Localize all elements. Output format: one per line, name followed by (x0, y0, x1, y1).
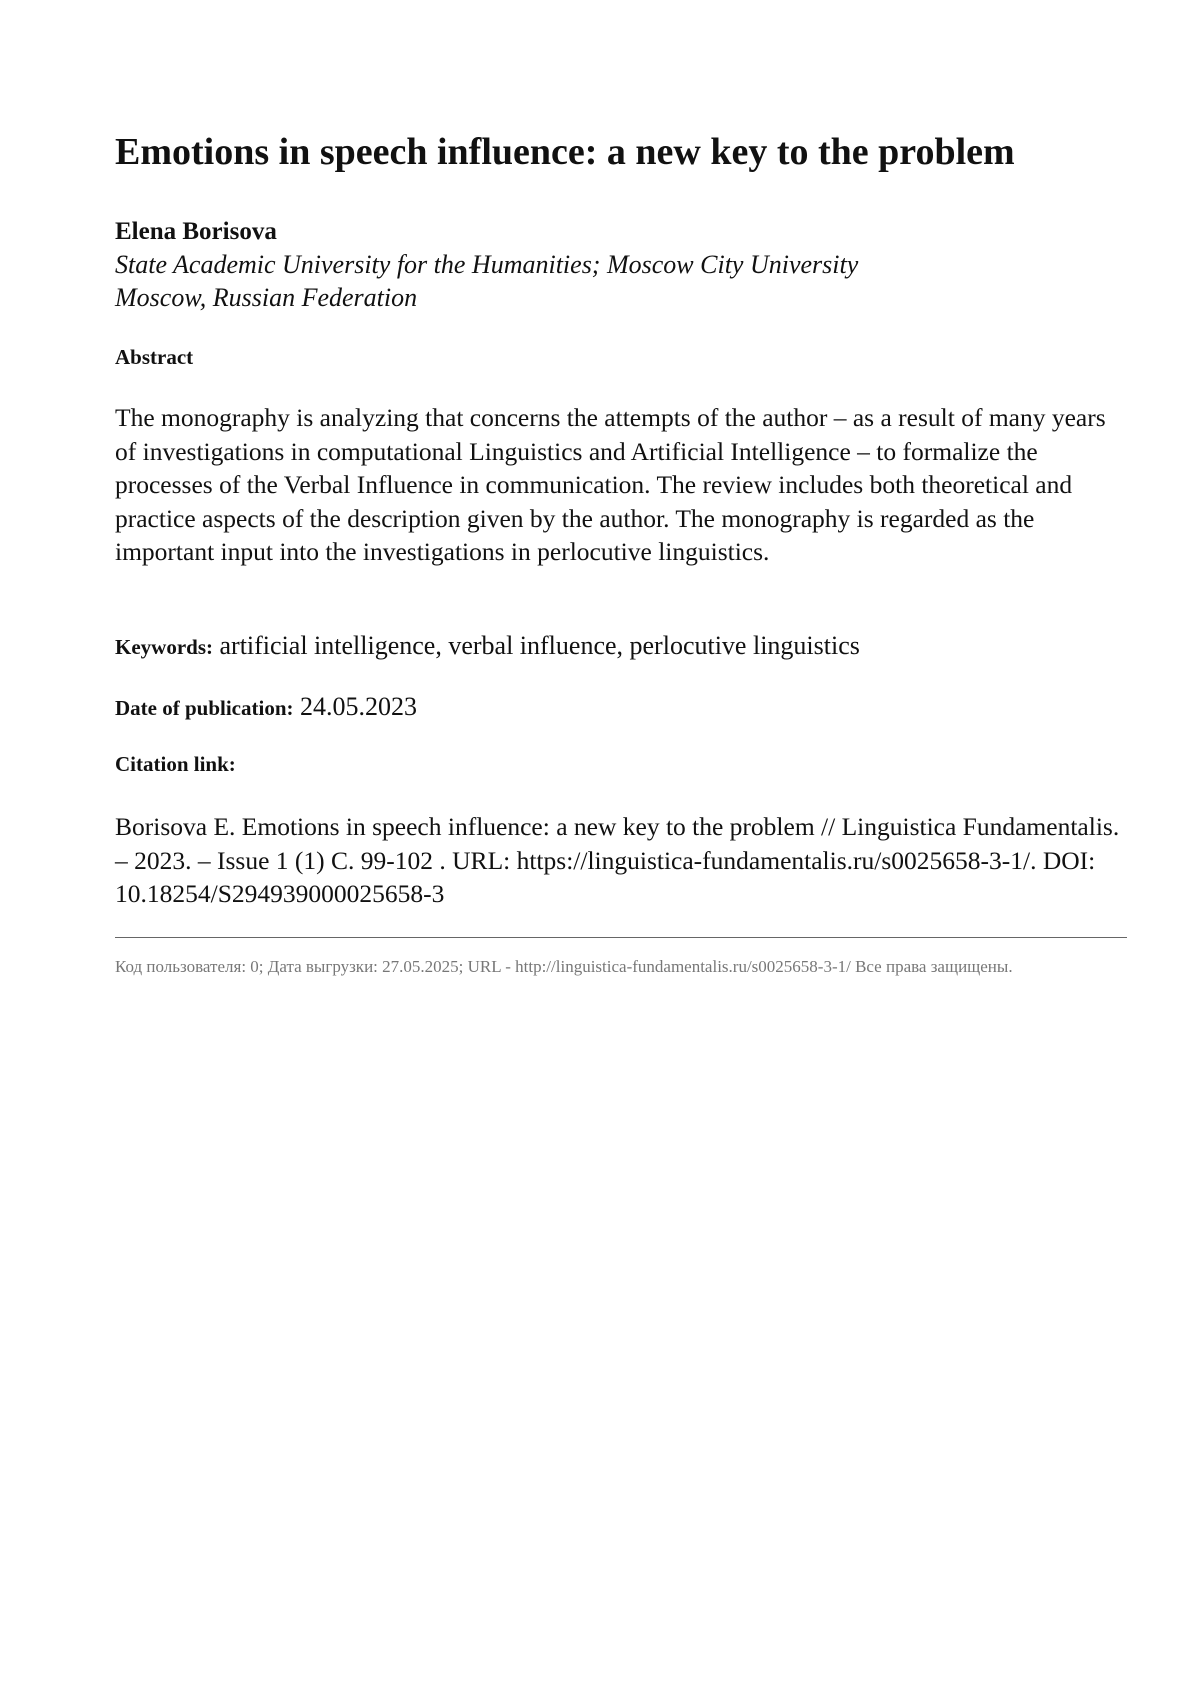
keywords-value: artificial intelligence, verbal influence, perlocutive linguistics (220, 631, 860, 660)
publication-date-value: 24.05.2023 (300, 692, 417, 721)
footer-note: Код пользователя: 0; Дата выгрузки: 27.05.2025; URL - http://linguistica-fundamentalis.ru/s0025658-3-1/ Все права защищены. (115, 955, 1125, 979)
keywords-line (115, 630, 860, 663)
footer-divider (115, 937, 1127, 938)
citation-label: Citation link: (115, 751, 236, 777)
paper-title: Emotions in speech influence: a new key to the problem (115, 128, 1015, 176)
abstract-label: Abstract (115, 344, 193, 370)
author-name: Elena Borisova (115, 216, 1125, 248)
author-block (115, 216, 1125, 314)
affiliation-line-2: Moscow, Russian Federation (115, 281, 1125, 314)
publication-date-label: Date of publication: (115, 696, 294, 720)
citation-text: Borisova E. Emotions in speech influence: a new key to the problem // Linguistica Fundamentalis. – 2023. – Issue 1 (1) C. 99-102 . URL: https://linguistica-fundamentalis.ru/s0025658-3-1/. DOI: 10.18254/S294939000025658-3 (115, 810, 1125, 911)
abstract-text: The monography is analyzing that concerns the attempts of the author – as a result of many years of investigations in computational Linguistics and Artificial Intelligence – to formalize the processes of the Verbal Influence in communication. The review includes both theoretical and practice aspects of the description given by the author. The monography is regarded as the important input into the investigations in perlocutive linguistics. (115, 401, 1125, 569)
publication-date-line (115, 691, 417, 724)
keywords-label: Keywords: (115, 635, 213, 659)
affiliation-line-1: State Academic University for the Humanities; Moscow City University (115, 248, 1125, 281)
